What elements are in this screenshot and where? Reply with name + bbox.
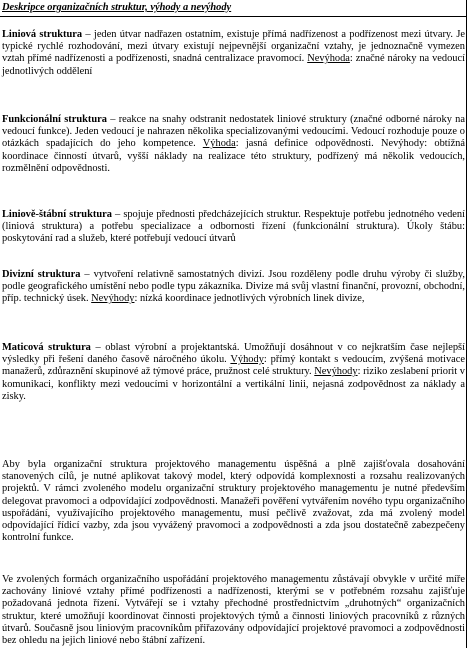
structures-box xyxy=(0,16,466,449)
section-liniove-stabni xyxy=(2,209,465,246)
section-label: Nevýhoda xyxy=(307,53,350,65)
section-text: : přímý kontakt s vedoucím, zvýšená motivace manažerů, zdůraznění skupinové až týmové práce, pružnost celé struktury. xyxy=(2,354,465,378)
section-label: Nevýhody xyxy=(91,293,135,305)
body-paragraph: Ve zvolených formách organizačního uspořádání projektového managementu zůstávají obvykle v určité míře zachovány liniové vztahy přímé podřízenosti a nadřízenosti, kterými se v potřebném rozsahu zajišťuje požadovaná jednota řízení. Vytvářejí se i vztahy přechodné prostřednictvím „druhotných“ organizačních struktur, které umožňují koordinovat činnosti projektových týmů a činnosti liniových pracovníků z různých útvarů. Současně jsou liniovým pracovníkům přiřazovány odpovídající projektové pravomoci a zodpovědnosti bez ohledu na jejich liniové nebo štábní zařízení. xyxy=(2,574,465,647)
document-title: Deskripce organizačních struktur, výhody a nevýhody xyxy=(2,2,232,13)
section-text: – reakce na snahy odstranit nedostatek liniové struktury (značné odborné nároky na vedoucí funkce). Jeden vedoucí je nahrazen několika specializovanými vedoucími. Vedoucí rozhoduje pouze o otázkách spadajících do jeho kompetence. xyxy=(2,114,465,150)
section-text: : nízká koordinace jednotlivých výrobních linek divize, xyxy=(134,293,365,305)
section-text: – spojuje přednosti předcházejících struktur. Respektuje potřebu jednotného vedení (liniová struktura) a potřebu specializace a odbornosti řízení (funkcionální struktura). Úkoly štábu: poskytování rad a služeb, které potřebují vedoucí útvarů xyxy=(2,209,466,245)
section-maticova xyxy=(2,342,465,403)
section-heading: Divizní struktura xyxy=(2,269,81,280)
section-heading: Maticová struktura xyxy=(2,342,91,353)
section-label: Výhoda xyxy=(202,138,236,150)
section-label: Nevýhody xyxy=(314,366,358,378)
section-heading: Liniová struktura xyxy=(2,29,83,40)
section-text: : značné nároky na vedoucí jednotlivých oddělení xyxy=(2,53,466,77)
section-heading: Liniově-štábní struktura xyxy=(2,209,112,220)
section-label: Výhody xyxy=(230,354,264,366)
section-text: : jasná definice odpovědnosti. Nevýhody: obtížná koordinace činností útvarů, vyšší náklady na realizace této struktury, podřízený má několik vedoucích, rozmělnění odpovědnosti. xyxy=(2,138,465,174)
section-funkcionalni xyxy=(2,114,465,175)
section-text: : riziko zeslabení priorit v komunikaci, konflikty mezi vedoucími v horizontální a vertikální linii, nejasná zodpovědnost za náklady a zisky. xyxy=(2,366,466,402)
section-heading: Funkcionální struktura xyxy=(2,114,107,125)
section-text: – vytvoření relativně samostatných divizí. Jsou rozděleny podle druhu výroby či služby, podle geografického umístění nebo podle typu zákazníka. Divize má svůj vlastní finanční, provozní, obchodní, příp. technický úsek. xyxy=(2,269,465,305)
section-divizni xyxy=(2,269,465,306)
section-liniova xyxy=(2,29,465,78)
section-text: – oblast výrobní a projektantská. Umožňují dosáhnout v co nejkratším čase nejlepší výsledky při řešení daného časově náročného úkolu. xyxy=(2,342,465,366)
section-text: – jeden útvar nadřazen ostatním, existuje přímá nadřízenost a podřízenost mezi útvary. Je typické rychlé rozhodování, mezi útvary existují nejpevnější organizační vztahy, je jednoznačně vymezen vztah přímé nadřízenosti a podřízenosti, snadná centralizace pravomocí. xyxy=(2,29,465,65)
body-paragraph: Aby byla organizační struktura projektového managementu úspěšná a plně zajišťovala dosahování stanovených cílů, je nutné aplikovat takový model, který odpovídá komplexnosti a rozsahu realizovaných projektů. V rámci zvoleného modelu organizační struktury projektového managementu je nutné především delegovat pravomoci a odpovídající zodpovědnosti. Manažeři pověření vytvářením nového typu organizačního uspořádání, využívajícího projektového managementu, musí pečlivě zvažovat, zda má zvolený model odpovídající řídicí vazby, zda jsou vyvážený pravomoci a zodpovědnosti a zda jsou dostatečně zabezpečeny kontrolní funkce. xyxy=(2,459,465,544)
